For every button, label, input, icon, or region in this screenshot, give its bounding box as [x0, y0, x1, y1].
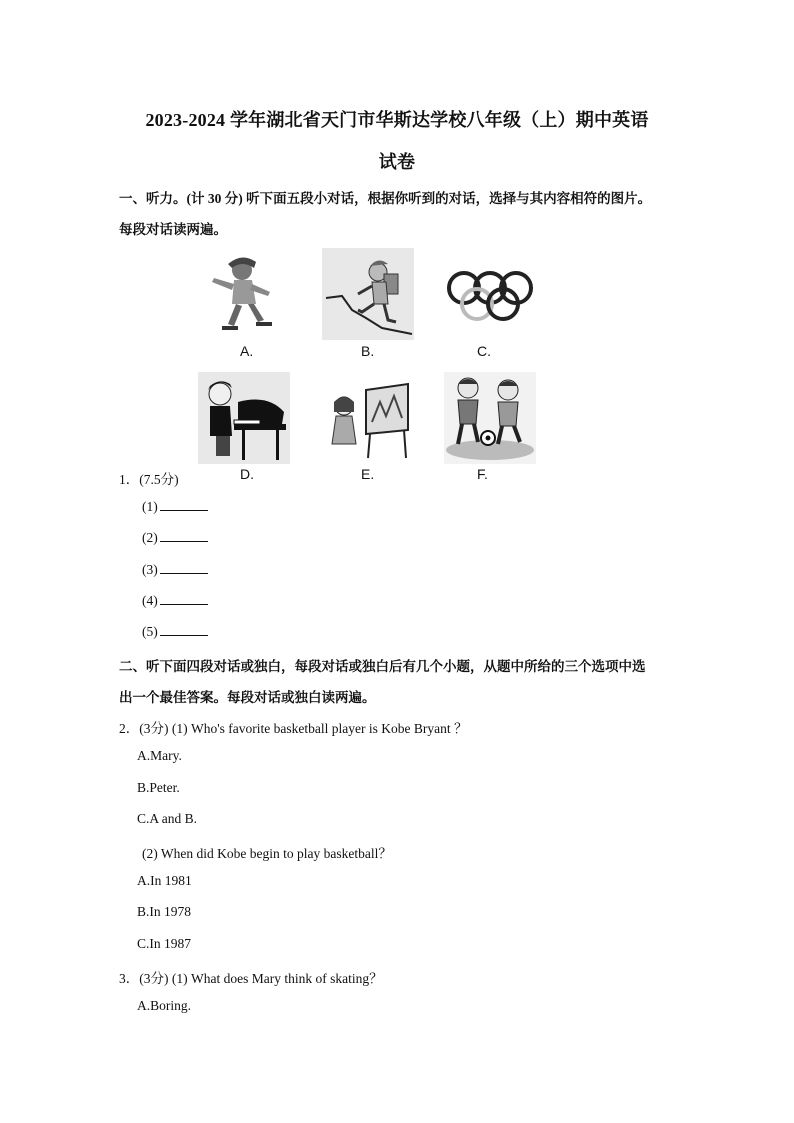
picture-d	[198, 372, 290, 464]
q2-sub2-option-a: A.In 1981	[137, 873, 192, 888]
q2-sub2-option-c: C.In 1987	[137, 936, 191, 951]
picture-f	[444, 372, 536, 464]
answer-line-4	[142, 593, 208, 609]
question-1: 1．(7.5分)	[119, 472, 179, 487]
section1-heading-cont: 每段对话读两遍。	[119, 222, 227, 237]
picture-b	[322, 248, 414, 340]
item-number: (1)	[142, 499, 158, 514]
q2-option-a: A.Mary.	[137, 748, 182, 763]
answer-line-3	[142, 562, 208, 578]
question-2-stem: 2．(3分) (1) Who's favorite basketball player is Kobe Bryant ？	[119, 721, 468, 736]
section2-heading-cont: 出一个最佳答案。每段对话或独白读两遍。	[119, 690, 376, 705]
picture-f-label: F.	[477, 466, 488, 482]
q2-sub2-option-b: B.In 1978	[137, 904, 191, 919]
question-2-sub2: (2) When did Kobe begin to play basketball？	[142, 846, 392, 861]
ice-skater-icon	[198, 248, 290, 340]
exam-title-line2: 试卷	[378, 152, 416, 172]
girl-painting-icon	[322, 372, 414, 464]
kids-soccer-icon	[444, 372, 536, 464]
hiker-climbing-icon	[322, 248, 414, 340]
answer-blank[interactable]	[160, 593, 208, 605]
section1-heading: 一、听力。(计 30 分) 听下面五段小对话，根据你听到的对话，选择与其内容相符的图片。	[119, 191, 652, 206]
q2-option-b: B.Peter.	[137, 780, 180, 795]
picture-e	[322, 372, 414, 464]
picture-c	[444, 248, 536, 340]
exam-title-line1: 2023-2024 学年湖北省天门市华斯达学校八年级（上）期中英语	[145, 110, 649, 130]
picture-d-label: D.	[240, 466, 254, 482]
answer-blank[interactable]	[160, 499, 208, 511]
item-number: (4)	[142, 593, 158, 608]
answer-line-2	[142, 530, 208, 546]
item-number: (3)	[142, 562, 158, 577]
section2-heading: 二、听下面四段对话或独白，每段对话或独白后有几个小题，从题中所给的三个选项中选	[119, 659, 646, 674]
item-number: (2)	[142, 530, 158, 545]
q2-option-c: C.A and B.	[137, 811, 198, 826]
picture-a	[198, 248, 290, 340]
picture-e-label: E.	[361, 466, 375, 482]
answer-blank[interactable]	[160, 624, 208, 636]
item-number: (5)	[142, 624, 158, 639]
answer-blank[interactable]	[160, 562, 208, 574]
answer-line-5	[142, 624, 208, 640]
q3-option-a: A.Boring.	[137, 998, 191, 1013]
pianist-icon	[198, 372, 290, 464]
olympic-rings-icon	[444, 248, 536, 340]
picture-b-label: B.	[361, 343, 375, 359]
picture-c-label: C.	[477, 343, 491, 359]
question-3-stem: 3．(3分) (1) What does Mary think of skating？	[119, 971, 383, 986]
answer-blank[interactable]	[160, 530, 208, 542]
picture-a-label: A.	[240, 343, 254, 359]
answer-line-1	[142, 499, 208, 515]
